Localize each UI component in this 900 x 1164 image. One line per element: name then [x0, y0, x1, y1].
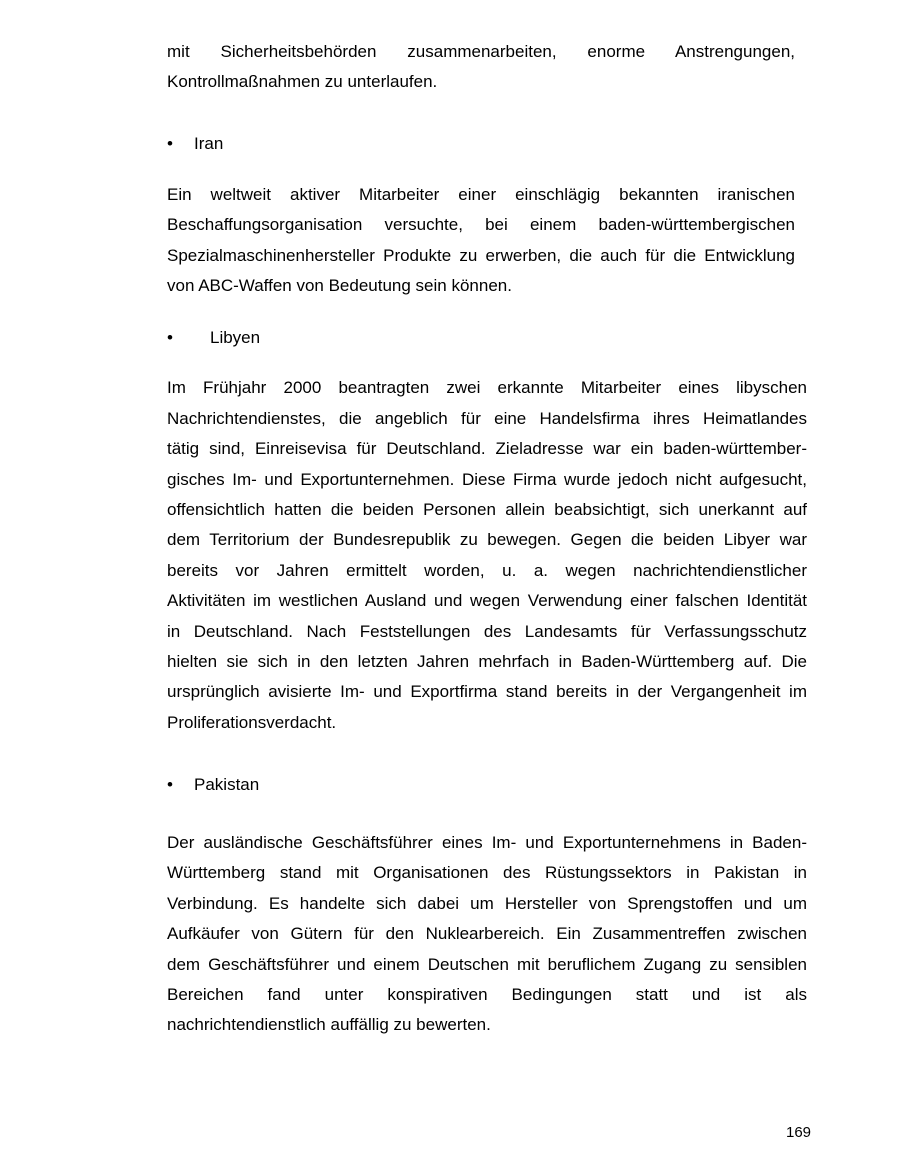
heading-pakistan: Pakistan	[194, 775, 260, 794]
iran-line-2: Beschaffungsorganisation versuchte, bei einem baden-württembergischen	[167, 215, 795, 234]
heading-iran: Iran	[194, 134, 224, 153]
libyen-line-8: Aktivitäten im westlichen Ausland und wegen Verwendung einer falschen Identität	[167, 591, 807, 610]
libyen-line-1: Im Frühjahr 2000 beantragten zwei erkannte Mitarbeiter eines libyschen	[167, 378, 807, 397]
heading-libyen: Libyen	[210, 328, 261, 347]
iran-line-1: Ein weltweit aktiver Mitarbeiter einer einschlägig bekannten iranischen	[167, 185, 795, 204]
iran-line-3: Spezialmaschinenhersteller Produkte zu erwerben, die auch für die Entwicklung	[167, 246, 795, 265]
pakistan-line-5: dem Geschäftsführer und einem Deutschen mit beruflichem Zugang zu sensiblen	[167, 955, 807, 974]
pakistan-line-6: Bereichen fand unter konspirativen Bedingungen statt und ist als	[167, 985, 807, 1004]
libyen-line-12: Proliferationsverdacht.	[167, 713, 337, 732]
libyen-line-10: hielten sie sich in den letzten Jahren mehrfach in Baden-Württemberg auf. Die	[167, 652, 807, 671]
iran-line-4: von ABC-Waffen von Bedeutung sein können.	[167, 276, 512, 295]
libyen-line-2: Nachrichtendienstes, die angeblich für eine Handelsfirma ihres Heimatlandes	[167, 409, 807, 428]
libyen-line-4: gisches Im- und Exportunternehmen. Diese Firma wurde jedoch nicht aufgesucht,	[167, 470, 807, 489]
libyen-line-6: dem Territorium der Bundesrepublik zu bewegen. Gegen die beiden Libyer war	[167, 530, 807, 549]
libyen-line-3: tätig sind, Einreisevisa für Deutschland. Zieladresse war ein baden-württember-	[167, 439, 807, 458]
libyen-line-7: bereits vor Jahren ermittelt worden, u. a. wegen nachrichtendienstlicher	[167, 561, 807, 580]
pakistan-line-4: Aufkäufer von Gütern für den Nuklearbereich. Ein Zusammentreffen zwischen	[167, 924, 807, 943]
bullet-iran: •	[167, 134, 173, 153]
libyen-line-5: offensichtlich hatten die beiden Personen allein beabsichtigt, sich unerkannt auf	[167, 500, 807, 519]
pakistan-line-1: Der ausländische Geschäftsführer eines Im- und Exportunternehmens in Baden-	[167, 833, 807, 852]
pakistan-line-7: nachrichtendienstlich auffällig zu bewerten.	[167, 1015, 491, 1034]
libyen-line-9: in Deutschland. Nach Feststellungen des Landesamts für Verfassungsschutz	[167, 622, 807, 641]
page-number: 169	[786, 1124, 812, 1141]
bullet-pakistan: •	[167, 775, 173, 794]
bullet-libyen: •	[167, 328, 173, 347]
intro-line-1: mit Sicherheitsbehörden zusammenarbeiten, enorme Anstrengungen,	[167, 42, 795, 61]
pakistan-line-2: Württemberg stand mit Organisationen des Rüstungssektors in Pakistan in	[167, 863, 807, 882]
intro-line-2: Kontrollmaßnahmen zu unterlaufen.	[167, 72, 438, 91]
pakistan-line-3: Verbindung. Es handelte sich dabei um Hersteller von Sprengstoffen und um	[167, 894, 807, 913]
libyen-line-11: ursprünglich avisierte Im- und Exportfirma stand bereits in der Vergangenheit im	[167, 682, 807, 701]
